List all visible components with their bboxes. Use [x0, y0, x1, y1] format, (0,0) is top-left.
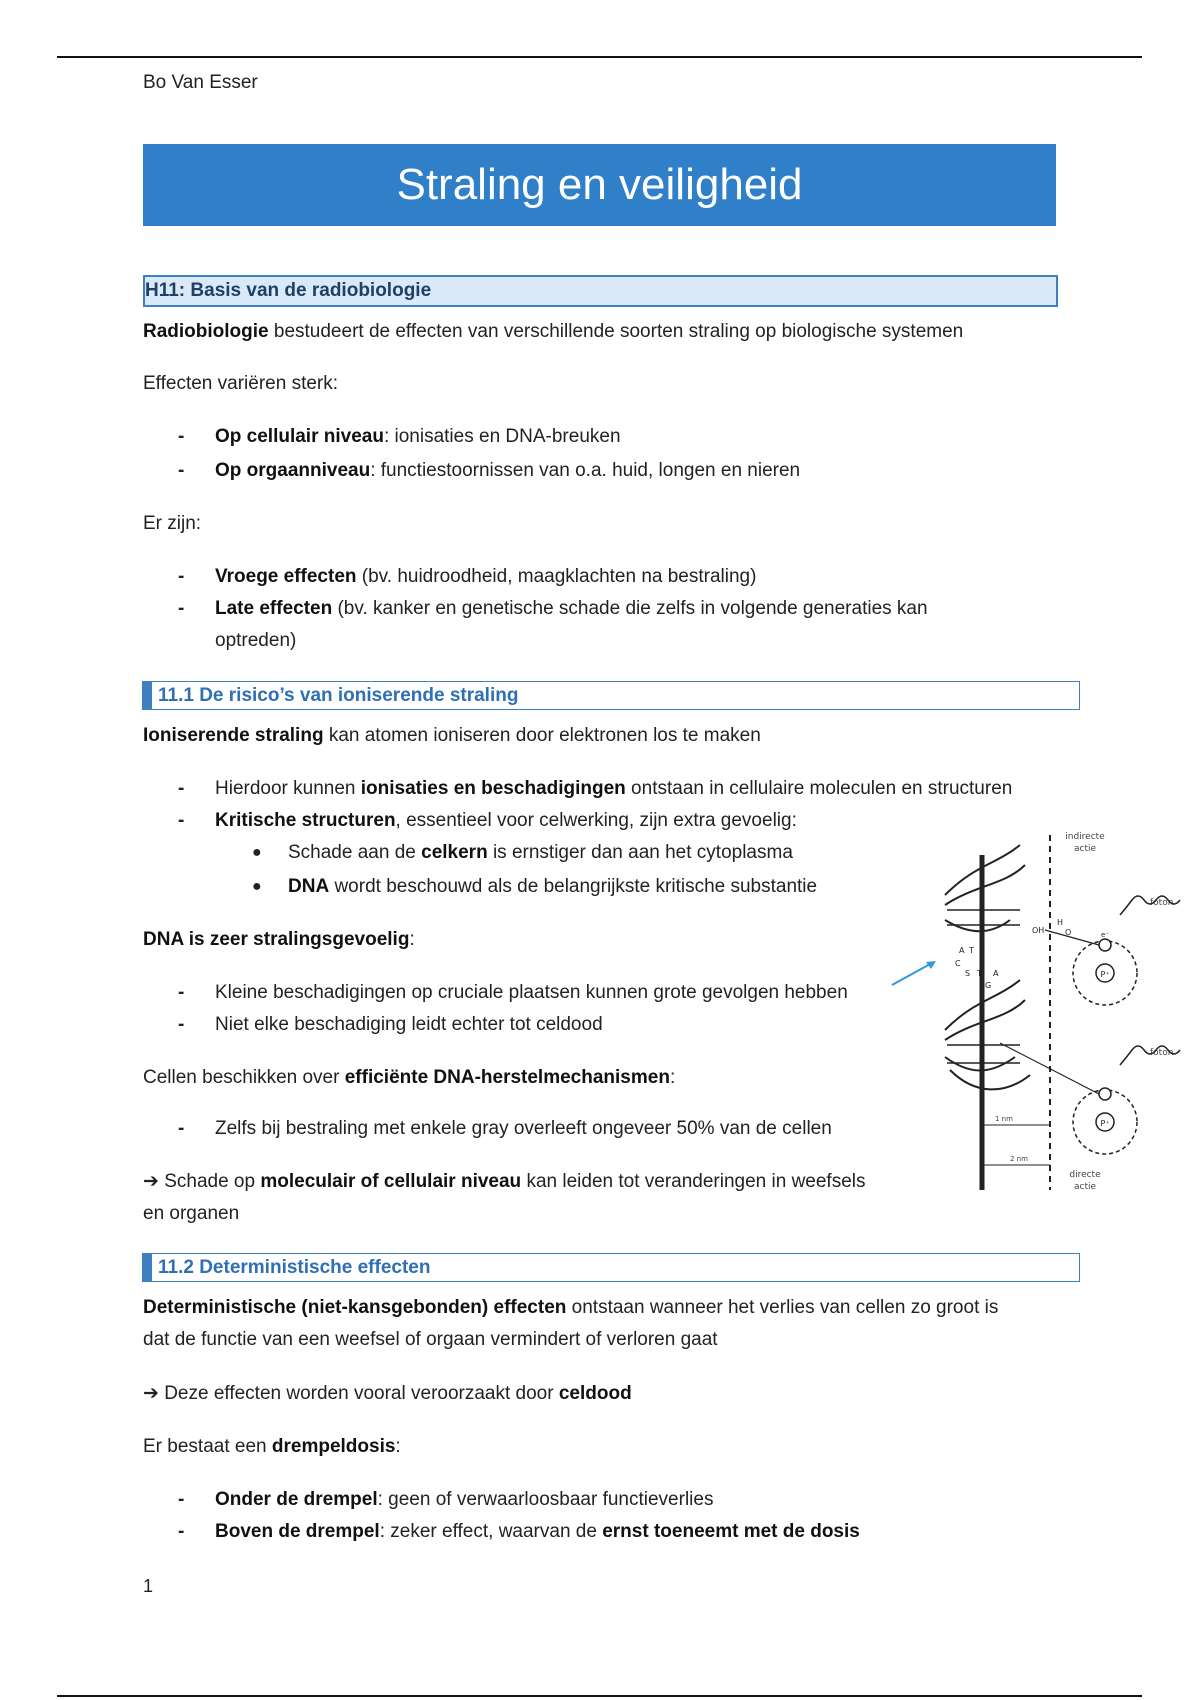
arrow-right-icon: ➔: [143, 1383, 159, 1404]
base-label: S: [965, 969, 971, 978]
list-dash: -: [178, 1521, 185, 1542]
list-dash: -: [178, 778, 185, 799]
list-item: Niet elke beschadiging leidt echter tot celdood: [215, 1014, 603, 1035]
proton-label: P⁺: [1100, 970, 1110, 979]
dna-radiation-diagram: [935, 825, 1185, 1195]
proton-label: P⁺: [1100, 1119, 1110, 1128]
list-dash: -: [178, 1489, 185, 1510]
ionizing-definition: Ioniserende straling kan atomen ioniseren door elektronen los te maken: [143, 725, 761, 746]
scale-label-1nm: 1 nm: [995, 1115, 1013, 1123]
dna-sensitivity-lead: DNA is zeer stralingsgevoelig:: [143, 929, 415, 950]
scale-label-2nm: 2 nm: [1010, 1155, 1028, 1163]
sub-list-item: Schade aan de celkern is ernstiger dan aan het cytoplasma: [288, 842, 793, 863]
electron: [1099, 1088, 1111, 1100]
electron-path: [1000, 1043, 1099, 1094]
section-heading-11-2: 11.2 Deterministische effecten: [142, 1253, 1080, 1282]
bottom-rule: [57, 1695, 1142, 1697]
arrow-right-icon: ➔: [143, 1171, 159, 1192]
label-photon: foton: [1150, 1048, 1174, 1058]
base-label: A: [993, 969, 999, 978]
label-direct-2: actie: [1073, 1182, 1097, 1192]
conclusion-continuation: en organen: [143, 1203, 240, 1224]
top-rule: [57, 56, 1142, 58]
list-item: Onder de drempel: geen of verwaarloosbaar functieverlies: [215, 1489, 714, 1510]
list-dash: -: [178, 426, 185, 447]
list-item: Op orgaanniveau: functiestoornissen van o.a. huid, longen en nieren: [215, 460, 801, 481]
diagram-pointer-arrow: [890, 958, 940, 988]
list-item: Hierdoor kunnen ionisaties en beschadigingen ontstaan in cellulaire moleculen en structuren: [215, 778, 1013, 799]
threshold-lead: Er bestaat een drempeldosis:: [143, 1436, 401, 1457]
list-item: Kritische structuren, essentieel voor celwerking, zijn extra gevoelig:: [215, 810, 797, 831]
o-label: O: [1065, 928, 1072, 937]
list-dash: -: [178, 566, 185, 587]
page-number: 1: [143, 1576, 154, 1596]
base-label: G: [979, 946, 986, 955]
list-item: Boven de drempel: zeker effect, waarvan de ernst toeneemt met de dosis: [215, 1521, 860, 1542]
label-photon: foton: [1150, 898, 1174, 908]
list-dash: -: [178, 982, 185, 1003]
repair-lead: Cellen beschikken over efficiënte DNA-herstelmechanismen:: [143, 1067, 676, 1088]
bullet: ●: [252, 878, 262, 895]
effects-lead: Effecten variëren sterk:: [143, 373, 339, 394]
list-dash: -: [178, 810, 185, 831]
list-item: Vroege effecten (bv. huidroodheid, maagklachten na bestraling): [215, 566, 757, 587]
deterministic-definition-line2: dat de functie van een weefsel of orgaan vermindert of verloren gaat: [143, 1329, 718, 1350]
list-item: Kleine beschadigingen op cruciale plaatsen kunnen grote gevolgen hebben: [215, 982, 848, 1003]
sub-list-item: DNA wordt beschouwd als de belangrijkste kritische substantie: [288, 876, 818, 897]
types-lead: Er zijn:: [143, 513, 202, 534]
base-label: T: [977, 969, 982, 978]
base-label: A: [959, 946, 965, 955]
deterministic-definition: Deterministische (niet-kansgebonden) effecten ontstaan wanneer het verlies van cellen zo groot is: [143, 1297, 999, 1318]
list-item-continuation: optreden): [215, 630, 297, 651]
conclusion: ➔ Schade op moleculair of cellulair niveau kan leiden tot veranderingen in weefsels: [143, 1171, 866, 1192]
list-item: Zelfs bij bestraling met enkele gray overleeft ongeveer 50% van de cellen: [215, 1118, 832, 1139]
list-item: Late effecten (bv. kanker en genetische schade die zelfs in volgende generaties kan: [215, 598, 928, 619]
helix-strand: [950, 1070, 1030, 1089]
electron-path: [1045, 930, 1099, 945]
base-label: T: [969, 946, 974, 955]
author-name: Bo Van Esser: [143, 72, 258, 93]
radiobiology-definition: Radiobiologie bestudeert de effecten van verschillende soorten straling op biologische systemen: [143, 321, 964, 342]
label-direct: directe: [1069, 1170, 1101, 1180]
oh-label: OH: [1032, 926, 1045, 935]
electron: [1099, 939, 1111, 951]
bullet: ●: [252, 844, 262, 861]
label-indirect: indirecte: [1065, 832, 1105, 842]
list-dash: -: [178, 1118, 185, 1139]
list-item: Op cellulair niveau: ionisaties en DNA-breuken: [215, 426, 621, 447]
document-title: Straling en veiligheid: [143, 144, 1056, 226]
electron-label: e⁻: [1100, 931, 1110, 939]
list-dash: -: [178, 598, 185, 619]
base-label: G: [985, 981, 992, 990]
section-heading-11-1: 11.1 De risico’s van ioniserende straling: [142, 681, 1080, 710]
chapter-heading: H11: Basis van de radiobiologie: [143, 275, 1058, 307]
h-label: H: [1057, 918, 1064, 927]
label-indirect-2: actie: [1073, 844, 1097, 854]
base-label: C: [955, 959, 961, 968]
list-dash: -: [178, 1014, 185, 1035]
cause-statement: ➔ Deze effecten worden vooral veroorzaakt door celdood: [143, 1383, 632, 1404]
list-dash: -: [178, 460, 185, 481]
